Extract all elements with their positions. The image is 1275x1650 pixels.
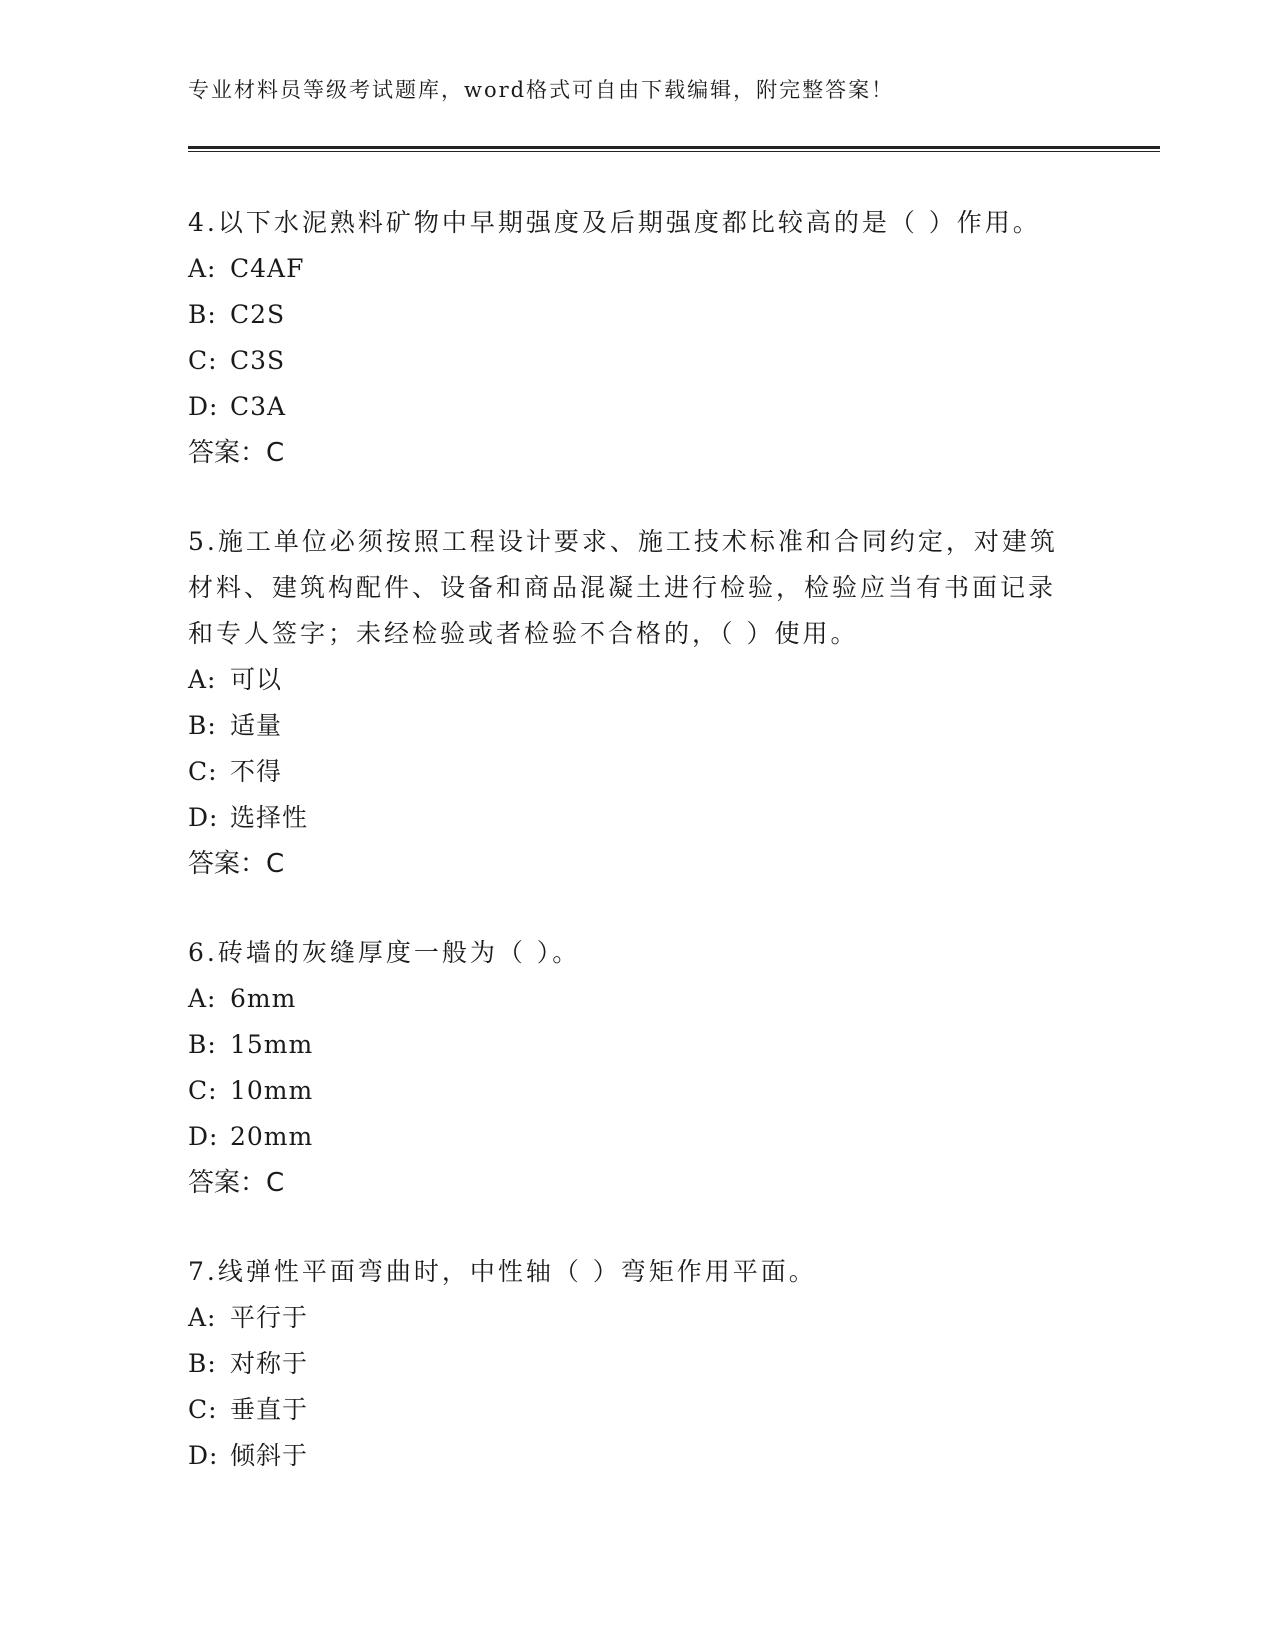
question-4 — [188, 200, 1068, 476]
option-label: B: — [188, 711, 217, 740]
option-label: A: — [188, 1303, 217, 1332]
answer: 答案：C — [188, 849, 285, 879]
page-header: 专业材料员等级考试题库，word格式可自由下载编辑，附完整答案！ — [188, 78, 895, 102]
option-text: C2S — [230, 300, 286, 329]
option-text: 10mm — [230, 1076, 314, 1105]
question-list — [188, 200, 1068, 1522]
option-d — [188, 384, 1068, 430]
option-text: 6mm — [230, 984, 297, 1013]
option-text: 适量 — [230, 711, 283, 740]
option-text: C4AF — [230, 254, 305, 283]
question-stem: 6.砖墙的灰缝厚度一般为（ ）。 — [188, 938, 581, 967]
option-label: A: — [188, 984, 217, 1013]
option-text: 平行于 — [230, 1303, 309, 1332]
question-6 — [188, 930, 1068, 1206]
answer: 答案：C — [188, 438, 285, 468]
option-b — [188, 1022, 1068, 1068]
option-label: C: — [188, 757, 218, 786]
option-label: B: — [188, 1030, 217, 1059]
option-label: C: — [188, 1395, 218, 1424]
option-c — [188, 1387, 1068, 1433]
option-text: C3A — [230, 392, 287, 421]
option-text: 可以 — [230, 665, 283, 694]
option-label: A: — [188, 665, 217, 694]
option-text: 选择性 — [230, 803, 309, 832]
option-label: D: — [188, 1122, 219, 1151]
option-a — [188, 976, 1068, 1022]
option-text: 15mm — [230, 1030, 314, 1059]
option-text: 倾斜于 — [230, 1441, 309, 1470]
header-divider-thick — [188, 146, 1160, 149]
option-text: 对称于 — [230, 1349, 309, 1378]
option-label: C: — [188, 346, 218, 375]
option-b — [188, 703, 1068, 749]
option-a — [188, 246, 1068, 292]
option-label: B: — [188, 300, 217, 329]
option-c — [188, 749, 1068, 795]
header-divider-thin — [188, 151, 1160, 152]
option-c — [188, 1068, 1068, 1114]
option-a — [188, 657, 1068, 703]
question-stem: 5.施工单位必须按照工程设计要求、施工技术标准和合同约定，对建筑材料、建筑构配件、设备和商品混凝土进行检验，检验应当有书面记录和专人签字；未经检验或者检验不合格的，（ ）使用。 — [188, 527, 1058, 648]
option-d — [188, 1114, 1068, 1160]
option-a — [188, 1295, 1068, 1341]
option-label: C: — [188, 1076, 218, 1105]
option-b — [188, 292, 1068, 338]
option-text: 垂直于 — [230, 1395, 309, 1424]
question-7 — [188, 1249, 1068, 1479]
question-stem: 4.以下水泥熟料矿物中早期强度及后期强度都比较高的是（ ）作用。 — [188, 208, 1041, 237]
option-c — [188, 338, 1068, 384]
option-b — [188, 1341, 1068, 1387]
option-d — [188, 795, 1068, 841]
question-stem: 7.线弹性平面弯曲时，中性轴（ ）弯矩作用平面。 — [188, 1257, 817, 1286]
answer: 答案：C — [188, 1168, 285, 1198]
option-d — [188, 1433, 1068, 1479]
option-text: 20mm — [230, 1122, 314, 1151]
option-text: 不得 — [230, 757, 283, 786]
option-label: A: — [188, 254, 217, 283]
option-text: C3S — [230, 346, 286, 375]
option-label: B: — [188, 1349, 217, 1378]
option-label: D: — [188, 392, 219, 421]
option-label: D: — [188, 1441, 219, 1470]
option-label: D: — [188, 803, 219, 832]
question-5 — [188, 519, 1068, 887]
